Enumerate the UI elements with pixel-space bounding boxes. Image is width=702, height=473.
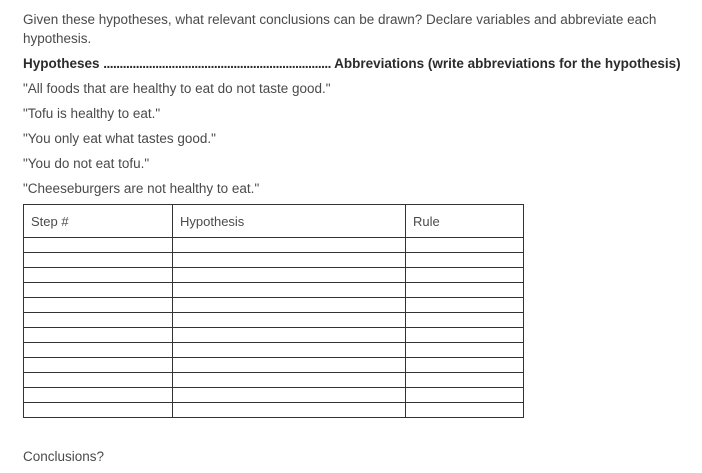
hypothesis-cell[interactable]: [173, 328, 406, 343]
step-cell[interactable]: [24, 343, 173, 358]
hypothesis-cell[interactable]: [173, 343, 406, 358]
hypothesis-cell[interactable]: [173, 388, 406, 403]
step-cell[interactable]: [24, 298, 173, 313]
hypothesis-cell[interactable]: [173, 358, 406, 373]
table-row: [24, 328, 524, 343]
table-row: [24, 343, 524, 358]
rule-cell[interactable]: [406, 373, 524, 388]
step-cell[interactable]: [24, 253, 173, 268]
rule-cell[interactable]: [406, 358, 524, 373]
step-cell[interactable]: [24, 313, 173, 328]
hypothesis-cell[interactable]: [173, 238, 406, 253]
step-cell[interactable]: [24, 373, 173, 388]
column-header-hypothesis: Hypothesis: [173, 205, 406, 238]
table-row: [24, 373, 524, 388]
table-row: [24, 298, 524, 313]
table-row: [24, 403, 524, 418]
hypothesis-cell[interactable]: [173, 313, 406, 328]
hypothesis-cell[interactable]: [173, 283, 406, 298]
hypothesis-5: "Cheeseburgers are not healthy to eat.": [23, 181, 260, 196]
table-row: [24, 388, 524, 403]
rule-cell[interactable]: [406, 388, 524, 403]
dotted-leader: ......................................................................: [103, 56, 331, 71]
step-cell[interactable]: [24, 238, 173, 253]
rule-cell[interactable]: [406, 298, 524, 313]
step-cell[interactable]: [24, 268, 173, 283]
hypothesis-4: "You do not eat tofu.": [23, 156, 150, 171]
abbreviations-label: Abbreviations (write abbreviations for the hypothesis): [334, 56, 681, 71]
hypothesis-3: "You only eat what tastes good.": [23, 131, 216, 146]
table-row: [24, 313, 524, 328]
rule-cell[interactable]: [406, 238, 524, 253]
hypothesis-cell[interactable]: [173, 298, 406, 313]
hypotheses-header: [23, 54, 693, 73]
step-cell[interactable]: [24, 283, 173, 298]
rule-cell[interactable]: [406, 403, 524, 418]
step-cell[interactable]: [24, 388, 173, 403]
column-header-step: Step #: [24, 205, 173, 238]
rule-cell[interactable]: [406, 253, 524, 268]
rule-cell[interactable]: [406, 313, 524, 328]
hypothesis-cell[interactable]: [173, 253, 406, 268]
hypothesis-2: "Tofu is healthy to eat.": [23, 106, 161, 121]
table-row: [24, 358, 524, 373]
hypothesis-cell[interactable]: [173, 403, 406, 418]
table-row: [24, 253, 524, 268]
table-body: [24, 238, 524, 418]
column-header-rule: Rule: [406, 205, 524, 238]
rule-cell[interactable]: [406, 328, 524, 343]
hypothesis-1: "All foods that are healthy to eat do not taste good.": [23, 81, 331, 96]
conclusions-label: Conclusions?: [23, 449, 105, 464]
hypothesis-cell[interactable]: [173, 268, 406, 283]
rule-cell[interactable]: [406, 283, 524, 298]
rule-cell[interactable]: [406, 268, 524, 283]
question-prompt: Given these hypotheses, what relevant conclusions can be drawn? Declare variables and abbreviate each hypothesis.: [23, 12, 657, 46]
hypotheses-label: Hypotheses: [23, 56, 100, 71]
table-row: [24, 238, 524, 253]
proof-table: [23, 204, 524, 418]
table-header-row: [24, 205, 524, 238]
table-row: [24, 283, 524, 298]
step-cell[interactable]: [24, 358, 173, 373]
rule-cell[interactable]: [406, 343, 524, 358]
step-cell[interactable]: [24, 403, 173, 418]
hypothesis-cell[interactable]: [173, 373, 406, 388]
table-row: [24, 268, 524, 283]
step-cell[interactable]: [24, 328, 173, 343]
